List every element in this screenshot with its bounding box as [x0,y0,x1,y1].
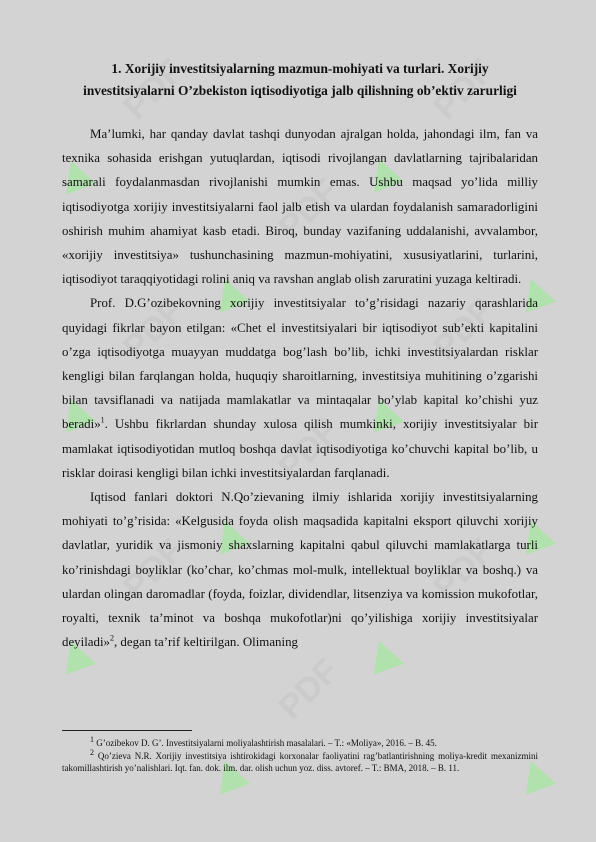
watermark-text: PDF [116,291,192,367]
paragraph-3 [62,485,538,654]
section-title [62,58,538,102]
footnote-2-text: Qo’zieva N.R. Xorijiy investitsiya ishtirokidagi korxonalar faoliyatini rag’batlantirishning moliya-kredit mexanizmini takomillashtirish yo’nalishlari. Iqt. fan. dok. ilm. dar. olish uchun yoz. diss. avtoref. – T.: BMA, 2018. – B. 11. [62,750,538,773]
footnote-1-number: 1 [90,735,94,744]
watermark-text: PDF [426,531,502,607]
footnote-1-text: G’ozibekov D. G’. Investitsiyalarni moliyalashtirish masalalari. – T.: «Moliya», 2016. – B. 45. [94,738,437,748]
footnote-divider [62,730,192,731]
watermark-text: PDF [271,651,347,727]
section-title-line1: 1. Xorijiy investitsiyalarning mazmun-mohiyati va turlari. Xorijiy [111,61,489,76]
paragraph-2-text: Prof. D.G’ozibekovning xorijiy investitsiyalar to’g’risidagi nazariy qarashlarida quyidagi fikrlar bayon etilgan: «Chet el investitsiyalari bir iqtisodiyot sub’ekti kapitalini o’zga iqtisodiyotga muayyan muddatga bog’lash bo’lib, ichki investitsiyalardan risklar kengligi bilan farqlangan holda, huquqiy sharoitlarning, investitsiya muhitining o’zgarishi bilan tavsiflanadi va natijada mamlakatlar va mintaqalar bo’ylab kapital ko’chishi yuz beradi» [62,296,538,432]
watermark-text: PDF [116,531,192,607]
watermark-text: PDF [271,411,347,487]
watermark-text: PDF [116,51,192,127]
paragraph-3-text-end: , degan ta’rif keltirilgan. Olimaning [113,635,298,650]
paragraph-2-text-end: . Ushbu fikrlardan shunday xulosa qilish mumkinki, xorijiy investitsiyalar bir mamlakat iqtisodiyotidan mutloq boshqa davlat iqtisodiyotiga ko’chuvchi kapital bo’lib, u risklar doirasi kengligi bilan ichki investitsiyalardan farqlanadi. [62,417,538,480]
footnote-ref-2[interactable]: 2 [109,633,114,643]
paragraph-1: Ma’lumki, har qanday davlat tashqi dunyodan ajralgan holda, jahondagi ilm, fan va texnika sohasida erishgan yutuqlardan, iqtisodi rivojlangan davlatlarning tajribalaridan samarali foydalanmasdan rivojlanishi mumkin emas. Ushbu maqsad yo’lida milliy iqtisodiyotga xorijiy investitsiyalarni faol jalb etish va ulardan foydalanish samaradorligini oshirish muhim ahamiyat kasb etadi. Biroq, bunday vazifaning uddalanishi, avvalambor, «xorijiy investitsiya» tushunchasining mazmun-mohiyatini, xususiyatlarini, turlarini, iqtisodiyot taraqqiyotidagi rolini aniq va ravshan anglab olish zaruratini yuzaga keltiradi. [62,127,538,287]
footnote-1 [62,737,538,750]
paragraph-2 [62,291,538,485]
paragraph-3-text: Iqtisod fanlari doktori N.Qo’zievaning ilmiy ishlarida xorijiy investitsiyalarning mohiyati to’g’risida: «Kelgusida foyda olish maqsadida kapitalni eksport qiluvchi xorijiy davlatlar, yuridik va jismoniy shaxslarning kapitalni qabul qiluvchi mamlakatlarga turli ko’rinishdagi boyliklar (ko’char, ko’chmas mol-mulk, intellektual boyliklar va boshq.) va ulardan olingan daromadlar (foyda, foizlar, dividendlar, litsenziya va komission mukofotlar, royalti, texnik ta’minot va boshqa mukofotlar)ni qo’yilishiga xorijiy investitsiyalar deyiladi» [62,490,538,650]
footnote-2 [62,747,538,775]
footnotes [62,737,538,775]
footnote-ref-1[interactable]: 1 [100,416,105,426]
watermark-text: PDF [426,291,502,367]
watermark-text: PDF [271,171,347,247]
watermark-text: PDF [426,51,502,127]
footnote-2-number: 2 [90,747,94,757]
section-title-line2: investitsiyalarni O’zbekiston iqtisodiyotiga jalb qilishning ob’ektiv zarurligi [83,83,517,98]
body-text [62,122,538,654]
